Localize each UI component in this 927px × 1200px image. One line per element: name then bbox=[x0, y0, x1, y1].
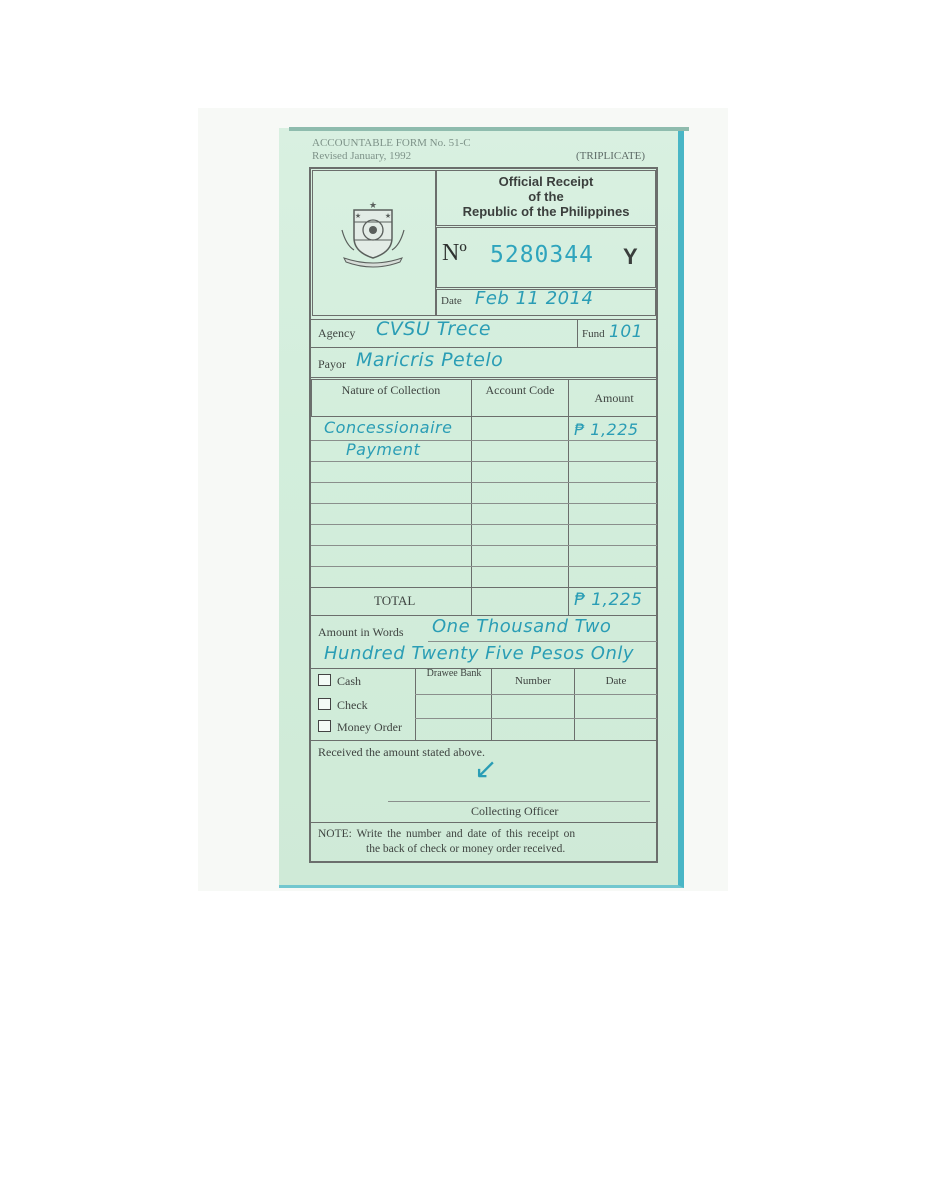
divider bbox=[311, 347, 657, 348]
header-drawee-bank: Drawee Bank bbox=[426, 668, 482, 679]
divider bbox=[311, 740, 657, 741]
perforation-strip bbox=[289, 127, 689, 131]
divider bbox=[574, 668, 575, 740]
divider bbox=[415, 668, 416, 740]
total-label: TOTAL bbox=[374, 593, 416, 608]
header-number: Number bbox=[514, 675, 552, 687]
row-line bbox=[311, 482, 657, 483]
collecting-officer-label: Collecting Officer bbox=[471, 804, 559, 818]
table-row-1-amount: ₱ 1,225 bbox=[574, 420, 639, 439]
header-account-code: Account Code bbox=[485, 383, 555, 397]
column-divider bbox=[471, 379, 472, 615]
option-money-order[interactable] bbox=[318, 720, 402, 735]
title-line-2: of the bbox=[528, 189, 564, 204]
table-row-2-nature: Payment bbox=[346, 440, 421, 459]
row-line bbox=[311, 524, 657, 525]
amount-in-words-line2: Hundred Twenty Five Pesos Only bbox=[324, 643, 635, 664]
form-revision: Revised January, 1992 bbox=[312, 150, 412, 162]
divider bbox=[311, 822, 657, 823]
title-line-3: Republic of the Philippines bbox=[462, 204, 630, 219]
row-line bbox=[311, 503, 657, 504]
check-label: Check bbox=[337, 698, 368, 712]
row-line bbox=[415, 694, 657, 695]
receipt-suffix: Y bbox=[623, 244, 638, 269]
header-nature: Nature of Collection bbox=[341, 383, 441, 397]
row-line bbox=[311, 566, 657, 567]
philippine-seal-icon bbox=[336, 200, 410, 268]
officer-signature: ↙ bbox=[474, 752, 498, 785]
option-check[interactable] bbox=[318, 698, 368, 713]
copy-type: (TRIPLICATE) bbox=[576, 150, 646, 162]
divider bbox=[491, 668, 492, 740]
money-order-label: Money Order bbox=[337, 720, 402, 734]
note-line2: the back of check or money order received. bbox=[366, 843, 566, 855]
cash-checkbox[interactable] bbox=[318, 674, 331, 686]
divider bbox=[577, 319, 578, 347]
divider bbox=[311, 377, 657, 378]
table-row-1-nature: Concessionaire bbox=[324, 418, 453, 437]
row-line bbox=[311, 461, 657, 462]
fund-value: 101 bbox=[609, 322, 643, 342]
amount-in-words-label: Amount in Words bbox=[318, 625, 404, 639]
form-identifier bbox=[312, 137, 471, 163]
row-line bbox=[311, 545, 657, 546]
agency-label: Agency bbox=[318, 326, 356, 340]
payor-label: Payor bbox=[318, 357, 346, 371]
row-line bbox=[311, 587, 657, 588]
date-value: Feb 11 2014 bbox=[475, 288, 594, 309]
cash-label: Cash bbox=[337, 674, 361, 688]
date-label: Date bbox=[441, 295, 462, 307]
amount-in-words-line1: One Thousand Two bbox=[432, 616, 612, 637]
receipt-number: 5280344 bbox=[490, 242, 594, 268]
fund-label: Fund bbox=[582, 328, 605, 340]
svg-text:★: ★ bbox=[354, 212, 362, 220]
svg-text:★: ★ bbox=[384, 212, 392, 220]
payor-value: Maricris Petelo bbox=[356, 349, 504, 371]
svg-text:★: ★ bbox=[368, 200, 378, 210]
option-cash[interactable] bbox=[318, 674, 361, 689]
receipt-title bbox=[438, 174, 654, 219]
form-number: ACCOUNTABLE FORM No. 51-C bbox=[312, 137, 471, 149]
underline bbox=[428, 641, 657, 642]
agency-value: CVSU Trece bbox=[376, 318, 492, 340]
column-divider bbox=[568, 379, 569, 615]
check-checkbox[interactable] bbox=[318, 698, 331, 710]
title-line-1: Official Receipt bbox=[498, 174, 594, 189]
total-amount: ₱ 1,225 bbox=[574, 590, 643, 610]
row-line bbox=[415, 718, 657, 719]
number-label: Nº bbox=[442, 240, 467, 266]
header-date: Date bbox=[605, 675, 627, 687]
note-line1: NOTE: Write the number and date of this receipt on bbox=[318, 828, 576, 840]
received-text: Received the amount stated above. bbox=[318, 745, 485, 759]
money-order-checkbox[interactable] bbox=[318, 720, 331, 732]
signature-line bbox=[388, 801, 650, 802]
header-amount: Amount bbox=[594, 391, 634, 405]
